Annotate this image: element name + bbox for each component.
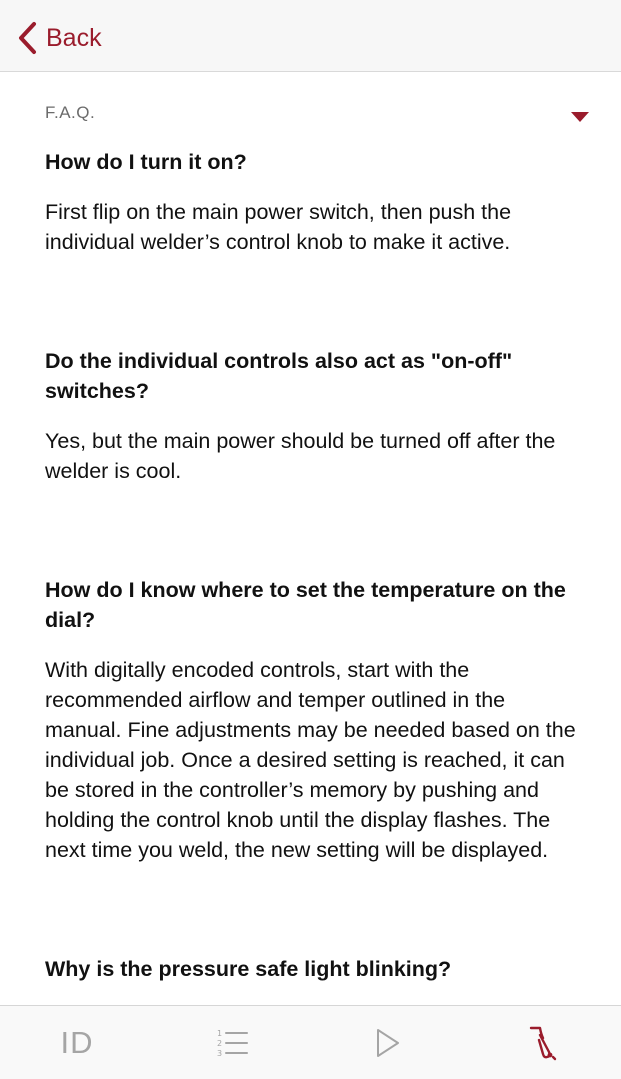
- faq-question: How do I know where to set the temperature on the dial?: [45, 578, 566, 632]
- id-icon: ID: [60, 1025, 94, 1060]
- numbered-list-icon: [215, 1027, 249, 1059]
- faq-item: [45, 575, 585, 865]
- faq-answer: Yes, but the main power should be turned off after the welder is cool.: [45, 429, 556, 483]
- chevron-left-icon: [16, 21, 38, 55]
- tab-steps[interactable]: [182, 1006, 282, 1079]
- faq-question: Why is the pressure safe light blinking?: [45, 957, 452, 981]
- faq-item: [45, 954, 585, 984]
- faq-question: How do I turn it on?: [45, 150, 247, 174]
- svg-text:2: 2: [217, 1039, 223, 1048]
- section-title: F.A.Q.: [45, 103, 96, 122]
- faq-answer: With digitally encoded controls, start with the recommended airflow and temper outlined in the manual. Fine adjustments may be needed based on the individual job. Once a desired setting is reached, it can be stored in the controller’s memory by pushing and holding the control knob until the display flashes. The next time you weld, the new setting will be displayed.: [45, 658, 576, 862]
- caret-down-icon[interactable]: [570, 111, 590, 123]
- faq-list: [45, 147, 585, 984]
- tab-bar: [0, 1005, 621, 1079]
- faq-content[interactable]: [0, 73, 621, 1005]
- faq-item: [45, 346, 585, 486]
- back-label: Back: [46, 23, 102, 52]
- welder-tool-icon: [527, 1025, 557, 1061]
- tab-id[interactable]: [27, 1006, 127, 1079]
- svg-text:3: 3: [217, 1049, 223, 1058]
- back-button[interactable]: [16, 18, 102, 58]
- svg-text:1: 1: [217, 1029, 223, 1038]
- nav-header: [0, 0, 621, 72]
- play-icon: [375, 1027, 401, 1059]
- tab-tool[interactable]: [492, 1006, 592, 1079]
- faq-item: [45, 147, 585, 257]
- tab-play[interactable]: [338, 1006, 438, 1079]
- faq-answer: First flip on the main power switch, then push the individual welder’s control knob to make it active.: [45, 200, 512, 254]
- faq-question: Do the individual controls also act as "on-off" switches?: [45, 349, 513, 403]
